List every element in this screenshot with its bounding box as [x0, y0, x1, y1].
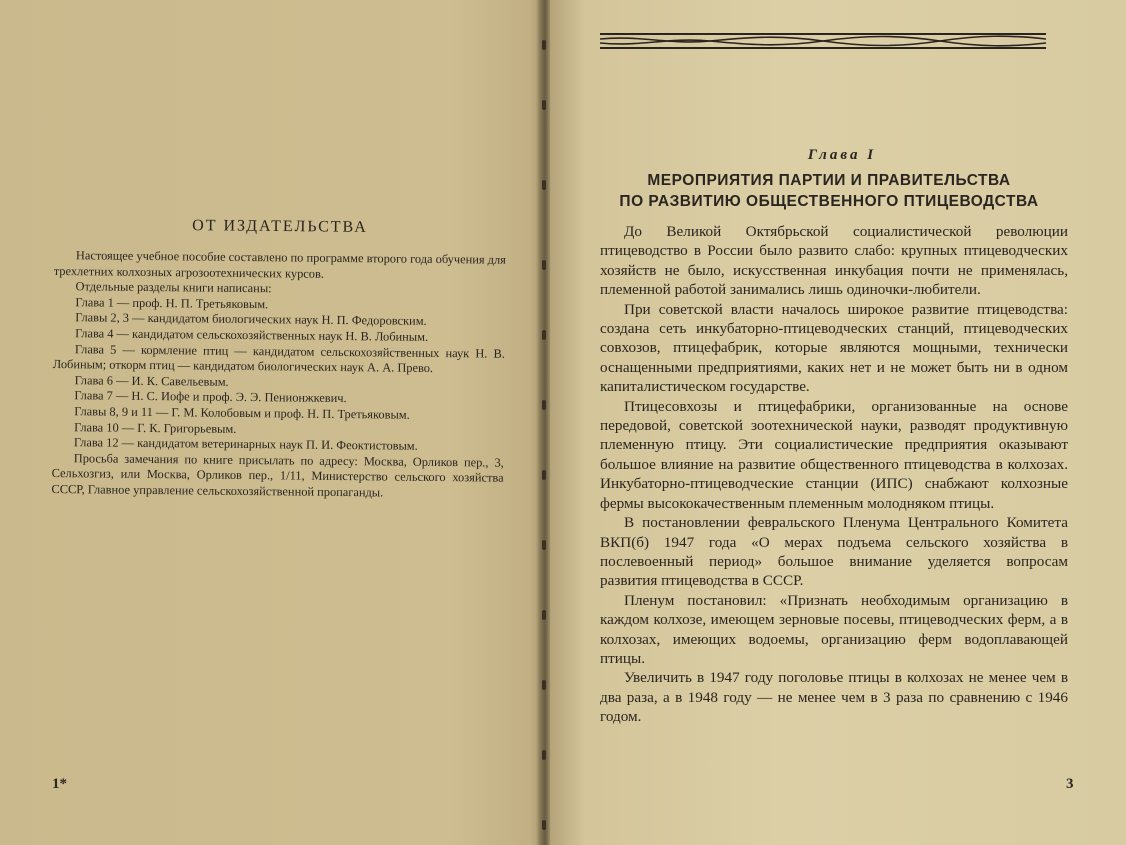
- publisher-note-line: Главы 2, 3 — кандидатом биологических наук Н. П. Федоровским.: [75, 310, 427, 329]
- body-paragraph: До Великой Октябрьской социалистической революции птицеводство в России было развито слабо: крупных птицеводческих хозяйств не было, искусственная инкубация почти не применялась, племенной работой занимались лишь одиночки-любители.: [600, 223, 1068, 299]
- publisher-note: [51, 248, 506, 502]
- chapter-label: Глава I: [807, 147, 877, 163]
- chapter-title: [592, 170, 1066, 212]
- binding-stitch: [542, 680, 546, 690]
- chapter-title-line: ПО РАЗВИТИЮ ОБЩЕСТВЕННОГО ПТИЦЕВОДСТВА: [619, 193, 1039, 210]
- publisher-note-line: Настоящее учебное пособие составлено по программе второго года обучения для трехлетних колхозных агрозоотехнических курсов.: [53, 248, 506, 281]
- binding-stitch: [542, 610, 546, 620]
- body-paragraph: При советской власти началось широкое развитие птицеводства: создана сеть инкубаторно-птицеводческих станций, птицеводческих совхозов, птицефабрик, которые являются мощными, технически оснащенными предприятиями, каких нет и не может быть ни в одном капиталистическом государстве.: [600, 300, 1068, 396]
- publisher-note-line: Отдельные разделы книги написаны:: [75, 279, 272, 296]
- binding-stitch: [542, 400, 546, 410]
- publisher-note-line: Глава 1 — проф. Н. П. Третьяковым.: [75, 295, 269, 312]
- body-paragraph: Пленум постановил: «Признать необходимым организацию в каждом колхозе, имеющем зерновые посевы, птицеводческих ферм, а в колхозах, имеющих водоемы, организацию ферм водоплавающей птицы.: [600, 591, 1068, 667]
- binding-stitch: [542, 470, 546, 480]
- publisher-note-line: Глава 5 — кормление птиц — кандидатом сельскохозяйственных наук Н. В. Лобиным; откорм птиц — кандидатом биологических наук А. А. Прево.: [52, 341, 505, 376]
- binding-stitch: [542, 540, 546, 550]
- publisher-note-line: Просьба замечания по книге присылать по адресу: Москва, Орликов пер., 3, Сельхозгиз, или Москва, Орликов пер., 1/11, Министерство сельского хозяйства СССР, Главное управление сельскохозяйственной пропаганды.: [51, 450, 504, 500]
- publisher-note-line: Глава 10 — Г. К. Григорьевым.: [74, 419, 237, 436]
- page-number: 3: [1066, 776, 1074, 792]
- left-page: [0, 0, 540, 845]
- binding-stitch: [542, 260, 546, 270]
- body-paragraph: Увеличить в 1947 году поголовье птицы в колхозах не менее чем в два раза, а в 1948 году — не менее чем в 3 раза по сравнению с 1946 годом.: [600, 669, 1068, 726]
- header-ornament: [600, 30, 1046, 52]
- body-paragraph: В постановлении февральского Пленума Центрального Комитета ВКП(б) 1947 года «О мерах подъема сельского хозяйства в послевоенный период» большое внимание уделяется вопросам развития птицеводства в СССР.: [600, 514, 1068, 590]
- publisher-note-line: Глава 4 — кандидатом сельскохозяйственных наук Н. В. Лобиным.: [75, 326, 429, 344]
- binding-stitch: [542, 820, 546, 830]
- right-page: [552, 0, 1126, 845]
- binding-stitch: [542, 40, 546, 50]
- signature-mark: 1*: [52, 776, 67, 792]
- publisher-heading: ОТ ИЗДАТЕЛЬСТВА: [192, 217, 368, 236]
- publisher-note-line: Глава 6 — И. К. Савельевым.: [74, 372, 229, 389]
- publisher-note-line: Глава 7 — Н. С. Иофе и проф. Э. Э. Пенионжкевич.: [74, 388, 347, 406]
- binding-stitch: [542, 330, 546, 340]
- binding-stitch: [542, 100, 546, 110]
- chapter-body: [600, 222, 1068, 727]
- publisher-note-line: Главы 8, 9 и 11 — Г. М. Колобовым и проф. Н. П. Третьяковым.: [74, 404, 410, 422]
- binding-stitch: [542, 180, 546, 190]
- binding-stitch: [542, 750, 546, 760]
- chapter-title-line: МЕРОПРИЯТИЯ ПАРТИИ И ПРАВИТЕЛЬСТВА: [647, 172, 1011, 189]
- body-paragraph: Птицесовхозы и птицефабрики, организованные на основе передовой, советской зоотехнической науки, разводят продуктивную племенную птицу. Эти социалистические предприятия оказывают большое влияние на развитие общественного птицеводства в колхозах. Инкубаторно-птицеводческие станции (ИПС) снабжают колхозные фермы высококачественным племенным молодняком птицы.: [600, 397, 1068, 512]
- publisher-note-line: Глава 12 — кандидатом ветеринарных наук П. И. Феоктистовым.: [73, 435, 418, 453]
